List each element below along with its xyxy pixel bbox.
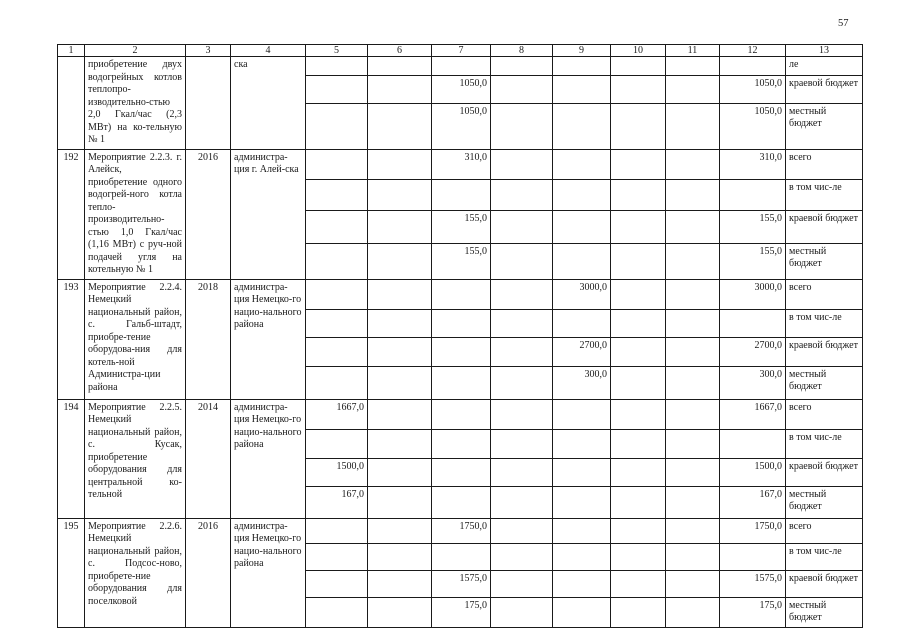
amount-2014	[306, 570, 368, 597]
amount-2020	[666, 179, 720, 210]
amount-2017	[491, 518, 553, 543]
funding-source: местный бюджет	[786, 243, 863, 279]
amount-2014: 1667,0	[306, 399, 368, 429]
amount-2020	[666, 211, 720, 244]
funding-source: местный бюджет	[786, 366, 863, 399]
column-header: 1	[58, 45, 85, 57]
amount-2014	[306, 75, 368, 103]
amount-2018	[553, 458, 611, 486]
item-year: 2016	[186, 149, 231, 279]
item-year	[186, 57, 231, 150]
amount-2014: 167,0	[306, 486, 368, 518]
funding-source: краевой бюджет	[786, 75, 863, 103]
amount-2016	[432, 57, 491, 76]
amount-2019	[611, 597, 666, 627]
amount-2015	[368, 518, 432, 543]
amount-2020	[666, 518, 720, 543]
amount-2017	[491, 243, 553, 279]
amount-2017	[491, 597, 553, 627]
amount-total: 167,0	[720, 486, 786, 518]
amount-2016	[432, 429, 491, 458]
item-year: 2016	[186, 518, 231, 627]
amount-2015	[368, 429, 432, 458]
amount-total	[720, 57, 786, 76]
item-executor: администра-ция Немецко-го нацио-нального района	[231, 279, 306, 399]
amount-2016	[432, 543, 491, 570]
amount-2018	[553, 429, 611, 458]
amount-2014	[306, 211, 368, 244]
amount-2016: 1050,0	[432, 75, 491, 103]
amount-2017	[491, 458, 553, 486]
amount-total: 1575,0	[720, 570, 786, 597]
amount-total: 1050,0	[720, 75, 786, 103]
funding-source: всего	[786, 399, 863, 429]
amount-2020	[666, 279, 720, 309]
column-header: 13	[786, 45, 863, 57]
amount-2020	[666, 337, 720, 366]
amount-2015	[368, 179, 432, 210]
amount-2019	[611, 179, 666, 210]
amount-2018: 300,0	[553, 366, 611, 399]
amount-2015	[368, 279, 432, 309]
funding-source: в том чис-ле	[786, 429, 863, 458]
amount-total	[720, 543, 786, 570]
amount-2015	[368, 337, 432, 366]
funding-source: всего	[786, 518, 863, 543]
table-row	[58, 518, 863, 543]
table-row	[58, 149, 863, 179]
column-header: 4	[231, 45, 306, 57]
amount-2015	[368, 75, 432, 103]
amount-2018	[553, 75, 611, 103]
amount-2020	[666, 103, 720, 149]
amount-2015	[368, 399, 432, 429]
funding-source: местный бюджет	[786, 486, 863, 518]
amount-2019	[611, 399, 666, 429]
amount-2015	[368, 57, 432, 76]
budget-table	[57, 44, 863, 628]
amount-total: 3000,0	[720, 279, 786, 309]
amount-2018	[553, 211, 611, 244]
amount-2020	[666, 75, 720, 103]
amount-2014	[306, 179, 368, 210]
amount-2019	[611, 337, 666, 366]
funding-source: в том чис-ле	[786, 543, 863, 570]
amount-2020	[666, 486, 720, 518]
amount-total: 1500,0	[720, 458, 786, 486]
column-header: 10	[611, 45, 666, 57]
amount-2016: 1050,0	[432, 103, 491, 149]
amount-2016	[432, 309, 491, 337]
funding-source: всего	[786, 149, 863, 179]
column-header: 2	[85, 45, 186, 57]
amount-2014	[306, 543, 368, 570]
amount-2014	[306, 366, 368, 399]
amount-2014	[306, 279, 368, 309]
amount-2015	[368, 458, 432, 486]
amount-2019	[611, 366, 666, 399]
amount-2019	[611, 75, 666, 103]
amount-2018	[553, 309, 611, 337]
funding-source: краевой бюджет	[786, 337, 863, 366]
item-description: Мероприятие 2.2.5. Немецкий национальный район, с. Кусак, приобретение оборудования для центральной ко-тельной	[85, 399, 186, 518]
amount-2019	[611, 279, 666, 309]
amount-2017	[491, 486, 553, 518]
amount-2016: 155,0	[432, 243, 491, 279]
amount-total: 155,0	[720, 211, 786, 244]
amount-total: 175,0	[720, 597, 786, 627]
amount-total: 2700,0	[720, 337, 786, 366]
item-description: Мероприятие 2.2.4. Немецкий национальный район, с. Гальб-штадт, приобре-тение оборудова-ния для котель-ной Администра-ции района	[85, 279, 186, 399]
item-number	[58, 57, 85, 150]
item-executor: администра-ция Немецко-го нацио-нального района	[231, 399, 306, 518]
amount-total	[720, 429, 786, 458]
funding-source: в том чис-ле	[786, 179, 863, 210]
table-row	[58, 399, 863, 429]
amount-2018	[553, 179, 611, 210]
amount-2017	[491, 429, 553, 458]
amount-2018	[553, 149, 611, 179]
amount-2015	[368, 103, 432, 149]
amount-2016: 155,0	[432, 211, 491, 244]
amount-2014	[306, 309, 368, 337]
amount-total: 1050,0	[720, 103, 786, 149]
column-header: 3	[186, 45, 231, 57]
amount-2016	[432, 279, 491, 309]
amount-2017	[491, 366, 553, 399]
amount-2014	[306, 337, 368, 366]
amount-2017	[491, 279, 553, 309]
item-number: 192	[58, 149, 85, 279]
item-description: приобретение двух водогрейных котлов теплопро-изводительно-стью 2,0 Гкал/час (2,3 МВт) на ко-тельную № 1	[85, 57, 186, 150]
item-executor: администра-ция Немецко-го нацио-нального района	[231, 518, 306, 627]
column-header: 5	[306, 45, 368, 57]
amount-2017	[491, 149, 553, 179]
amount-2015	[368, 309, 432, 337]
item-description: Мероприятие 2.2.3. г. Алейск, приобретение одного водогрей-ного котла тепло-производительно-стью 1,0 Гкал/час (1,16 МВт) с руч-ной подачей угля на котельную № 1	[85, 149, 186, 279]
amount-total: 310,0	[720, 149, 786, 179]
amount-2014	[306, 103, 368, 149]
amount-total	[720, 309, 786, 337]
amount-2017	[491, 399, 553, 429]
amount-2019	[611, 429, 666, 458]
amount-2018	[553, 543, 611, 570]
item-description: Мероприятие 2.2.6. Немецкий национальный район, с. Подсос-ново, приобрете-ние оборудования для поселковой	[85, 518, 186, 627]
amount-2019	[611, 243, 666, 279]
amount-2015	[368, 597, 432, 627]
amount-2019	[611, 103, 666, 149]
amount-2019	[611, 570, 666, 597]
amount-2015	[368, 366, 432, 399]
amount-total	[720, 179, 786, 210]
amount-2019	[611, 57, 666, 76]
amount-2019	[611, 518, 666, 543]
item-number: 195	[58, 518, 85, 627]
amount-2017	[491, 570, 553, 597]
amount-2017	[491, 543, 553, 570]
amount-2018	[553, 597, 611, 627]
amount-2016	[432, 337, 491, 366]
amount-2014	[306, 149, 368, 179]
table-row	[58, 57, 863, 76]
amount-2015	[368, 149, 432, 179]
column-header: 11	[666, 45, 720, 57]
amount-2018	[553, 103, 611, 149]
amount-2018	[553, 570, 611, 597]
amount-total: 1667,0	[720, 399, 786, 429]
amount-2017	[491, 75, 553, 103]
amount-2017	[491, 179, 553, 210]
item-number: 193	[58, 279, 85, 399]
column-header: 12	[720, 45, 786, 57]
amount-2020	[666, 597, 720, 627]
amount-2016: 310,0	[432, 149, 491, 179]
amount-2016	[432, 399, 491, 429]
amount-2014	[306, 57, 368, 76]
amount-2020	[666, 243, 720, 279]
page-number: 57	[838, 18, 849, 29]
amount-2019	[611, 309, 666, 337]
amount-2016	[432, 486, 491, 518]
amount-2018	[553, 243, 611, 279]
column-header: 8	[491, 45, 553, 57]
amount-2016	[432, 366, 491, 399]
amount-2014	[306, 518, 368, 543]
amount-2016: 175,0	[432, 597, 491, 627]
amount-2019	[611, 543, 666, 570]
amount-2014: 1500,0	[306, 458, 368, 486]
amount-2015	[368, 570, 432, 597]
amount-2020	[666, 309, 720, 337]
amount-2016	[432, 458, 491, 486]
amount-2014	[306, 243, 368, 279]
amount-2017	[491, 309, 553, 337]
amount-2020	[666, 543, 720, 570]
amount-2020	[666, 429, 720, 458]
column-header: 7	[432, 45, 491, 57]
amount-2019	[611, 149, 666, 179]
amount-total: 155,0	[720, 243, 786, 279]
funding-source: краевой бюджет	[786, 458, 863, 486]
amount-2015	[368, 243, 432, 279]
item-executor: администра-ция г. Алей-ска	[231, 149, 306, 279]
amount-2017	[491, 211, 553, 244]
amount-2018	[553, 486, 611, 518]
item-executor: ска	[231, 57, 306, 150]
column-numbers-row	[58, 45, 863, 57]
amount-2017	[491, 337, 553, 366]
amount-2014	[306, 429, 368, 458]
amount-2018	[553, 518, 611, 543]
amount-2020	[666, 570, 720, 597]
amount-2020	[666, 399, 720, 429]
item-number: 194	[58, 399, 85, 518]
column-header: 6	[368, 45, 432, 57]
amount-2019	[611, 211, 666, 244]
amount-2015	[368, 543, 432, 570]
funding-source: местный бюджет	[786, 597, 863, 627]
column-header: 9	[553, 45, 611, 57]
amount-2017	[491, 103, 553, 149]
amount-total: 1750,0	[720, 518, 786, 543]
funding-source: ле	[786, 57, 863, 76]
item-year: 2018	[186, 279, 231, 399]
amount-2017	[491, 57, 553, 76]
amount-2016: 1750,0	[432, 518, 491, 543]
amount-total: 300,0	[720, 366, 786, 399]
amount-2020	[666, 57, 720, 76]
amount-2014	[306, 597, 368, 627]
amount-2019	[611, 486, 666, 518]
amount-2018: 2700,0	[553, 337, 611, 366]
amount-2020	[666, 366, 720, 399]
funding-source: краевой бюджет	[786, 211, 863, 244]
amount-2019	[611, 458, 666, 486]
amount-2015	[368, 211, 432, 244]
funding-source: краевой бюджет	[786, 570, 863, 597]
funding-source: в том чис-ле	[786, 309, 863, 337]
item-year: 2014	[186, 399, 231, 518]
amount-2018	[553, 57, 611, 76]
amount-2016: 1575,0	[432, 570, 491, 597]
funding-source: местный бюджет	[786, 103, 863, 149]
amount-2020	[666, 458, 720, 486]
amount-2018: 3000,0	[553, 279, 611, 309]
amount-2015	[368, 486, 432, 518]
funding-source: всего	[786, 279, 863, 309]
table-row	[58, 279, 863, 309]
amount-2018	[553, 399, 611, 429]
amount-2016	[432, 179, 491, 210]
amount-2020	[666, 149, 720, 179]
